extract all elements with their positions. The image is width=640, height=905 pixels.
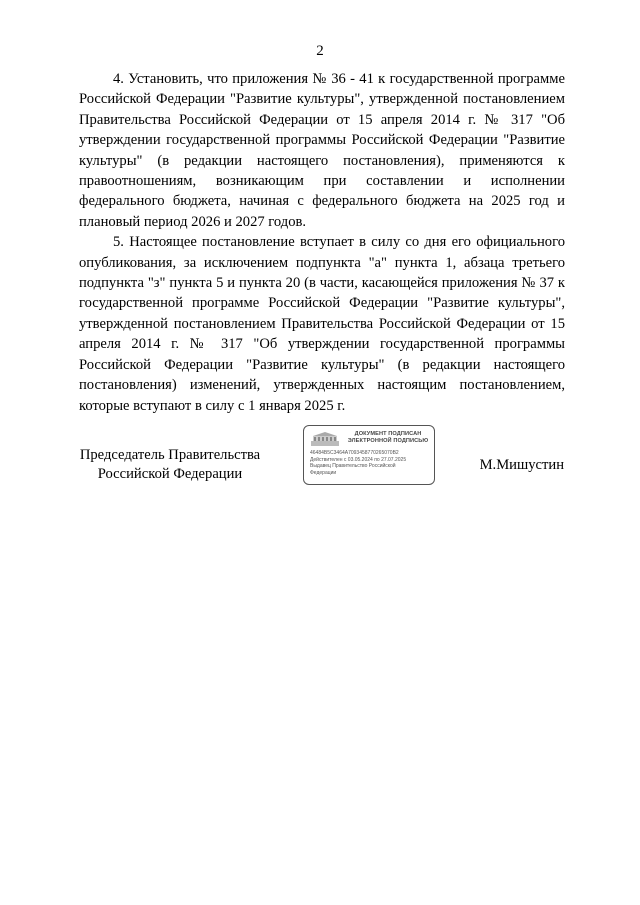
signer-title-line-2: Российской Федерации xyxy=(97,466,243,482)
stamp-header-line-2: ЭЛЕКТРОННОЙ ПОДПИСЬЮ xyxy=(347,438,429,444)
stamp-issuer-line-1: Выдавец Правительство Российской xyxy=(310,463,396,470)
stamp-issuer-line-2: Федерации xyxy=(310,469,337,476)
document-body xyxy=(79,69,565,416)
stamp-header-line-1: ДОКУМЕНТ ПОДПИСАН xyxy=(354,431,422,437)
electronic-signature-stamp xyxy=(303,425,435,485)
page-number: 2 xyxy=(316,43,324,59)
emblem-icon xyxy=(310,431,340,447)
stamp-validity: Действителен с 03.05.2024 по 27.07.2025 xyxy=(310,456,407,463)
stamp-details xyxy=(310,450,434,476)
paragraph-5: 5. Настоящее постановление вступает в силу со дня его официального опубликования, за исключением подпункта "а" пункта 1, абзаца третьего подпункта "з" пункта 5 и пункта 20 (в части, касающейся приложения № 37 к государственной программе Российской Федерации "Развитие культуры", утвержденной постановлением Правительства Российской Федерации от 15 апреля 2014 г. № 317 "Об утверждении государственной программы Российской Федерации "Развитие культуры" (в редакции настоящего постановления) изменений, утвержденных настоящим постановлением, которые вступают в силу с 1 января 2025 г. xyxy=(79,234,565,414)
signer-title xyxy=(78,446,262,484)
stamp-header xyxy=(344,431,432,445)
stamp-certificate: 46484B5C3464A7093458770265070B2 xyxy=(310,450,399,456)
signer-name: М.Мишустин xyxy=(479,457,564,473)
signer-title-line-1: Председатель Правительства xyxy=(79,447,261,463)
paragraph-4: 4. Установить, что приложения № 36 - 41 к государственной программе Российской Федерации "Развитие культуры", утвержденной постановлением Правительства Российской Федерации от 15 апреля 2014 г. № 317 "Об утверждении государственной программы Российской Федерации "Развитие культуры" (в редакции настоящего постановления), применяются к правоотношениям, возникающим при составлении и исполнении федерального бюджета, начиная с федерального бюджета на 2025 год и плановый период 2026 и 2027 годов. xyxy=(79,71,565,230)
